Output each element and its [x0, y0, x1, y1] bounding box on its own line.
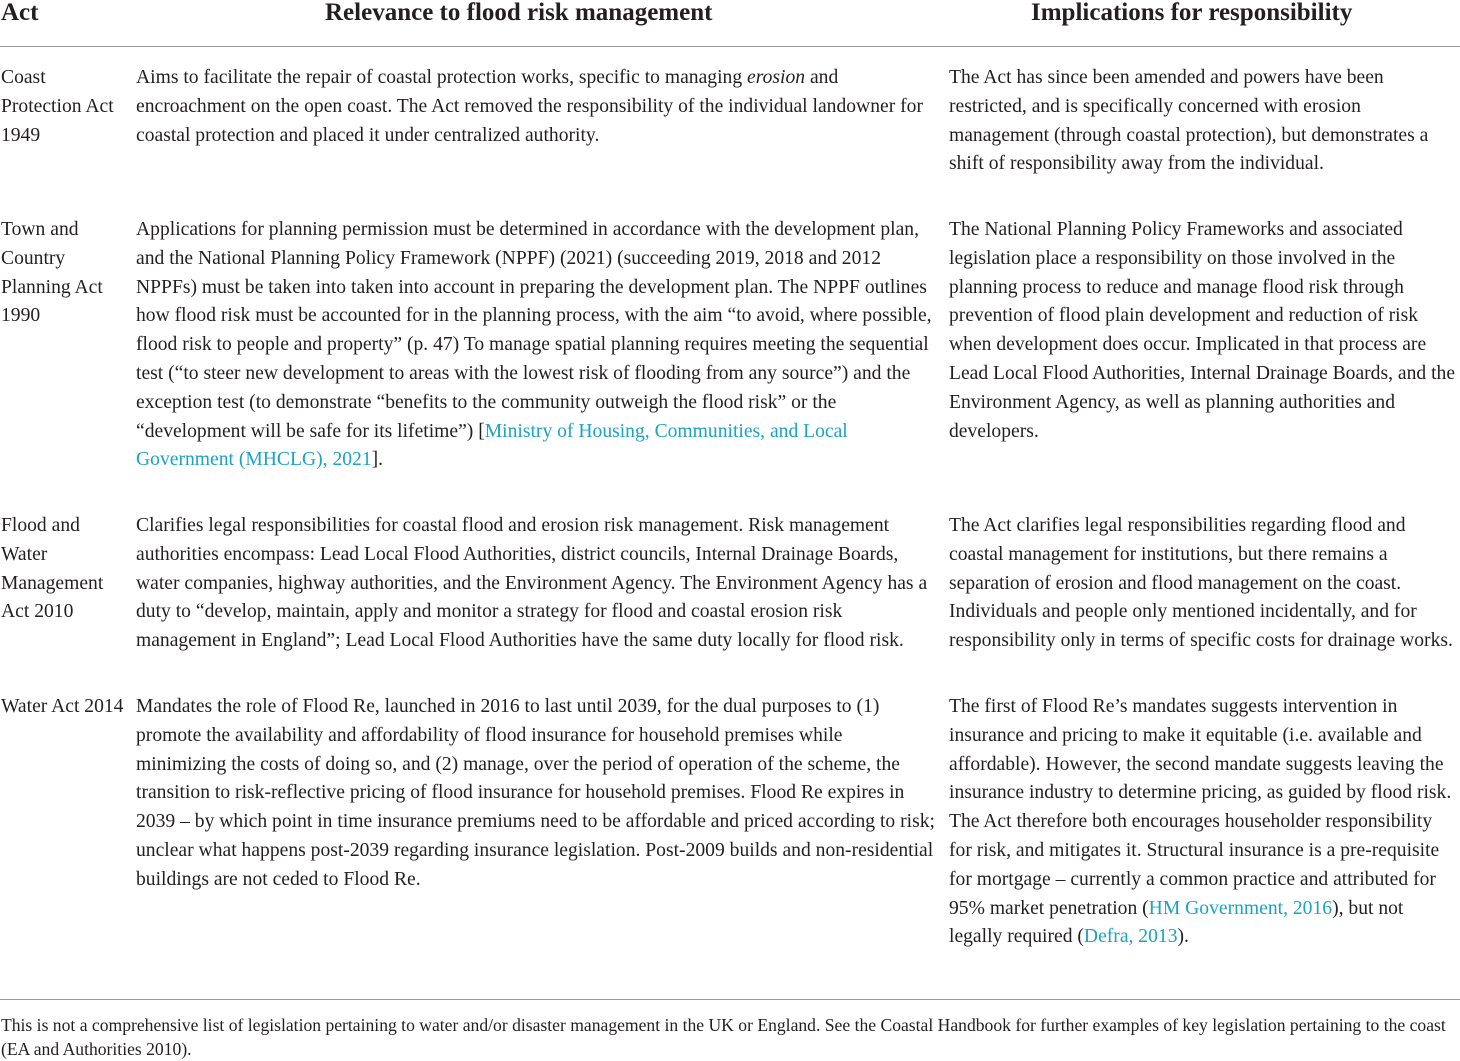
citation-mhclg-2021-link[interactable]: Ministry of Housing, Communities, and Local Government (MHCLG), 2021 [136, 420, 848, 471]
emphasis-erosion: erosion [747, 67, 806, 88]
row-4-act: Water Act 2014 [1, 696, 124, 717]
row-2-implications: The National Planning Policy Frameworks and associated legislation place a responsibility on those involved in the planning process to reduce and manage flood risk through prevention of flood plain development and reduction of risk when development does occur. Implicated in that process are Lead Local Flood Authorities, Internal Drainage Boards, and the Environment Agency, as well as planning authorities and developers. [949, 219, 1456, 442]
header-rule [0, 46, 1460, 47]
row-4-implications: The first of Flood Re’s mandates suggests intervention in insurance and pricing to make it equitable (i.e. available and affordable). However, the second mandate suggests leaving the insurance industry to determine pricing, as guided by flood risk. The Act therefore both encourages householder responsibility for risk, and mitigates it. Structural insurance is a pre-requisite for mortgage – currently a common practice and attributed for 95% market penetration (HM Government, 2016), but not legally required (Defra, 2013). [949, 696, 1452, 948]
row-3-act: Flood and Water Management Act 2010 [1, 515, 104, 623]
row-1-implications: The Act has since been amended and powers have been restricted, and is specifically concerned with erosion management (through coastal protection), but demonstrates a shift of responsibility away from the individual. [949, 67, 1429, 175]
citation-hm-government-2016-link[interactable]: HM Government, 2016 [1148, 897, 1333, 919]
row-2-relevance: Applications for planning permission must be determined in accordance with the development plan, and the National Planning Policy Framework (NPPF) (2021) (succeeding 2019, 2018 and 2012 NPPFs) must be taken into taken into account in preparing the development plan. The NPPF outlines how flood risk must be accounted for in the planning process, with the aim “to avoid, where possible, flood risk to people and property” (p. 47) To manage spatial planning requires meeting the sequential test (“to steer new development to areas with the lowest risk of flooding from any source”) and the exception test (to demonstrate “benefits to the community outweigh the flood risk” or the “development will be safe for its lifetime”) [Ministry of Housing, Communities, and Local Government (MHCLG), 2021]. [136, 219, 932, 471]
row-2-act: Town and Country Planning Act 1990 [1, 219, 103, 327]
row-3-implications: The Act clarifies legal responsibilities regarding flood and coastal management for institutions, but there remains a separation of erosion and flood management on the coast. Individuals and people only mentioned incidentally, and for responsibility only in terms of specific costs for drainage works. [949, 515, 1453, 652]
row-4-relevance: Mandates the role of Flood Re, launched in 2016 to last until 2039, for the dual purposes to (1) promote the availability and affordability of flood insurance for household premises while minimizing the costs of doing so, and (2) manage, over the period of operation of the scheme, the transition to risk-reflective pricing of flood insurance for household premises. Flood Re expires in 2039 – by which point in time insurance premiums need to be affordable and priced according to risk; unclear what happens post-2039 regarding insurance legislation. Post-2009 builds and non-residential buildings are not ceded to Flood Re. [136, 696, 935, 890]
column-header-act: Act [1, 0, 39, 26]
column-header-relevance: Relevance to flood risk management [325, 0, 713, 26]
row-1-act: Coast Protection Act 1949 [1, 67, 114, 146]
row-3-relevance: Clarifies legal responsibilities for coastal flood and erosion risk management. Risk management authorities encompass: Lead Local Flood Authorities, district councils, Internal Drainage Boards, water companies, highway authorities, and the Environment Agency. The Environment Agency has a duty to “develop, maintain, apply and monitor a strategy for flood and coastal erosion risk management in England”; Lead Local Flood Authorities have the same duty locally for flood risk. [136, 515, 928, 652]
row-1-relevance: Aims to facilitate the repair of coastal protection works, specific to managing erosion and encroachment on the open coast. The Act removed the responsibility of the individual landowner for coastal protection and placed it under centralized authority. [136, 67, 923, 146]
citation-defra-2013-link[interactable]: Defra, 2013 [1083, 926, 1178, 948]
footer-rule [0, 999, 1460, 1000]
table-footnote: This is not a comprehensive list of legislation pertaining to water and/or disaster management in the UK or England. See the Coastal Handbook for further examples of key legislation pertaining to the coast (EA and Authorities 2010). [1, 1015, 1446, 1059]
column-header-implications: Implications for responsibility [1031, 0, 1353, 26]
